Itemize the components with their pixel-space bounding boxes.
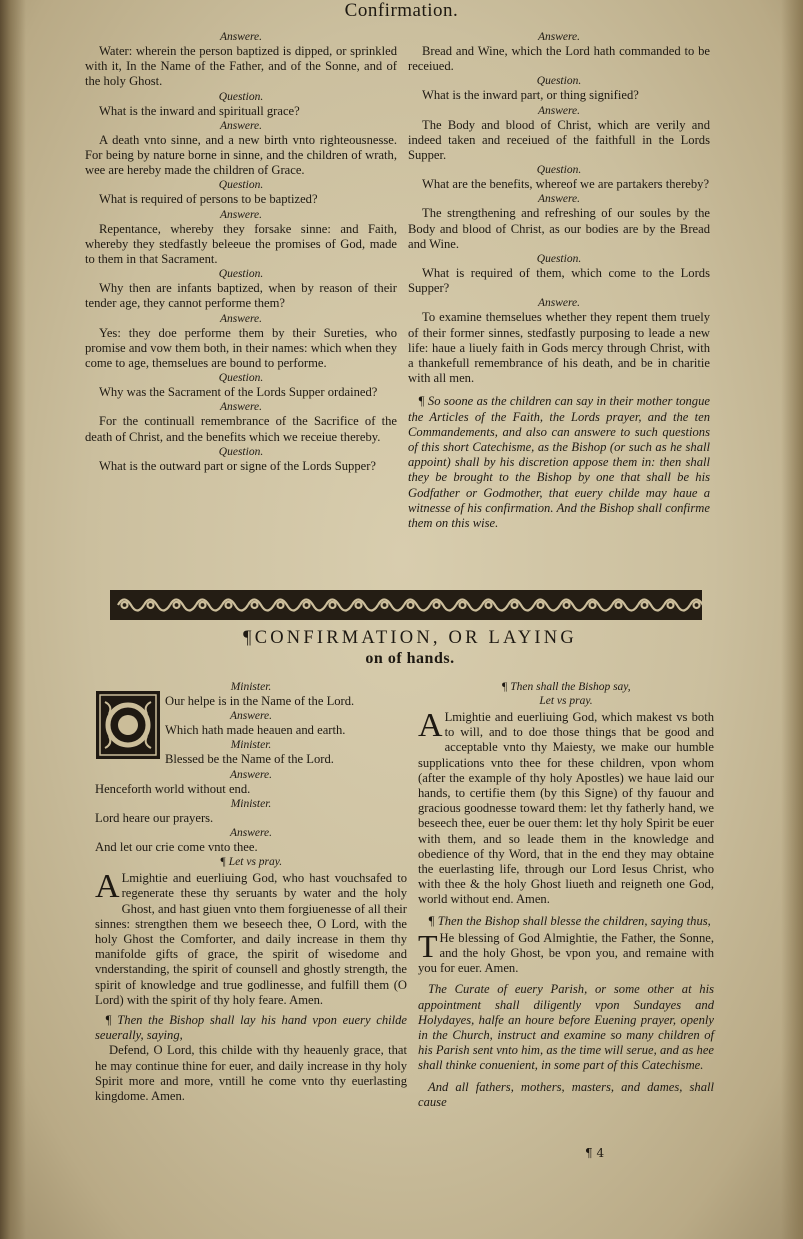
- left-column-confirmation: [95, 680, 407, 1104]
- paragraph-text: What is required of them, which come to the Lords Supper?: [408, 266, 710, 296]
- paragraph-text: Repentance, whereby they forsake sinne: and Faith, whereby they stedfastly beleeue the promises of God, made to them in that Sacrament.: [85, 221, 397, 267]
- paragraph-text: What is the outward part or signe of the Lords Supper?: [99, 458, 376, 473]
- prayer-paragraph: [95, 868, 407, 1008]
- versicle-line: Our helpe is in the Name of the Lord.: [165, 694, 355, 708]
- speaker-label: ¶ Let vs pray.: [219, 856, 283, 869]
- rubric-instruction: ¶ Then the Bishop shall blesse the children, saying thus,: [428, 913, 711, 928]
- speaker-label: Minister.: [230, 739, 272, 752]
- drop-cap-letter: A: [418, 707, 443, 744]
- paragraph-text: Water: wherein the person baptized is dipped, or sprinkled with it, In the Name of the Father, and of the Sonne, and of the holy Ghost.: [85, 44, 397, 89]
- rubric-instruction: ¶ So soone as the children can say in their mother tongue the Articles of the Faith, the Lords prayer, and the ten Commandements, and also can answere to such questions of this short Catechisme, as the Bishop (or such as he shall appoint) shall by his discretion appose them in: then shall they be brought to the Bishop by one that shall be his Godfather or Godmother, that euery childe may haue a witnesse of his confirmation. And the Bishop shall confirme them on this wise.: [408, 394, 710, 531]
- paragraph-text: Why then are infants baptized, when by reason of their tender age, they cannot performe them?: [85, 281, 397, 311]
- prayer-paragraph: [418, 707, 714, 908]
- speaker-label: Answere.: [537, 297, 581, 310]
- speaker-label: Answere.: [229, 710, 273, 723]
- speaker-label: Question.: [218, 90, 264, 103]
- paragraph-text: What is the inward and spirituall grace?: [99, 103, 300, 118]
- paragraph-text: What is the inward part, or thing signified?: [422, 88, 639, 103]
- paragraph-text: Lmightie and euerliuing God, which makest vs both to will, and to doe those things that be good and acceptable vnto thy Maiesty, we make our humble supplications vnto thee for these children, vpon whom (after the example of thy holy Apostles) we haue laid our hands, to certifie them (by this Signe) of thy fauour and gracious goodnesse toward them: let thy fatherly hand, we beseech thee, euer be ouer them: let thy holy Spirit be euer with them, and so leade them in the knowledge and obedience of thy Word, that in the end they may obtaine the euerlasting life, through our Lord Iesus Christ, who with thee & the holy Ghost liueth and reigneth one God, world without end. Amen.: [418, 710, 714, 907]
- speaker-label: Answere.: [229, 827, 273, 840]
- speaker-label: Answere.: [229, 768, 273, 781]
- drop-cap-letter: T: [418, 927, 438, 964]
- speaker-label: Question.: [536, 75, 582, 88]
- page-edge-shadow: [781, 0, 803, 1239]
- speaker-label: Answere.: [219, 401, 263, 414]
- signature-mark: ¶ 4: [585, 1146, 605, 1160]
- paragraph-text: The strengthening and refreshing of our soules by the Body and blood of Christ, as our bodies are by the Bread and Wine.: [408, 206, 710, 251]
- paragraph-text: For the continuall remembrance of the Sacrifice of the death of Christ, and the benefits which we receiue thereby.: [85, 414, 397, 444]
- speaker-label: Question.: [536, 164, 582, 177]
- rubric-instruction: ¶ Then the Bishop shall lay his hand vpon euery childe seuerally, saying,: [95, 1013, 407, 1043]
- versicle-line: Lord heare our prayers.: [95, 810, 214, 825]
- versicle-line: And let our crie come vnto thee.: [95, 840, 258, 855]
- paragraph-text: What is required of persons to be baptized?: [99, 192, 318, 207]
- speaker-label: Answere.: [219, 31, 263, 43]
- section-title: ¶CONFIRMATION, OR LAYING: [243, 628, 577, 648]
- speaker-label: Answere.: [537, 193, 581, 206]
- speaker-label: Answere.: [537, 31, 581, 43]
- paragraph-text: Lmightie and euerliuing God, who hast vouchsafed to regenerate these thy seruants by water and the holy Ghost, and hast giuen vnto them forgiuenesse of all their sinnes: strengthen them we beseech thee, O Lord, with the holy Ghost the Comforter, and daily increase in them thy manifolde gifts of grace, the spirit of wisedome and vnderstanding, the spirit of counsell and ghostly strength, the spirit of knowledge and true godlinesse, and fulfill them (O Lord) with the spirit of thy holy feare. Amen.: [95, 871, 407, 1007]
- speaker-label: Minister.: [230, 797, 272, 810]
- paragraph-text: Bread and Wine, which the Lord hath commanded to be receiued.: [408, 44, 710, 74]
- paragraph-text: Yes: they doe performe them by their Sureties, who promise and vow them both, in their names: which when they come to age, themselues are bound to performe.: [85, 325, 397, 371]
- speaker-label: Question.: [218, 372, 264, 385]
- speaker-label: Answere.: [537, 104, 581, 117]
- left-column-catechism: [85, 30, 397, 474]
- versicle-line: Henceforth world without end.: [95, 781, 251, 796]
- speaker-label: Minister.: [230, 681, 272, 693]
- paragraph-text: Defend, O Lord, this childe with thy heauenly grace, that he may continue thine for euer, and daily increase in thy holy Spirit more and more, vntill he come vnto thy euerlasting kingdome. Amen.: [95, 1043, 407, 1104]
- speaker-label: Question.: [218, 445, 264, 458]
- speaker-label: Question.: [536, 253, 582, 266]
- paragraph-text: He blessing of God Almightie, the Father, the Sonne, and the holy Ghost, be vpon you, and remaine with you for euer. Amen.: [418, 930, 714, 976]
- speaker-label: ¶ Then shall the Bishop say,: [501, 681, 631, 693]
- paragraph-text: A death vnto sinne, and a new birth vnto righteousnesse. For being by nature borne in sinne, and the children of wrath, wee are hereby made the children of Grace.: [85, 132, 397, 178]
- speaker-label: Answere.: [219, 208, 263, 221]
- right-column-catechism: [408, 30, 710, 531]
- speaker-label: Let vs pray.: [539, 695, 593, 707]
- running-header: Confirmation.: [344, 0, 459, 21]
- paragraph-text: To examine themselues whether they repent them truely of their former sinnes, stedfastly purposing to leade a new life: haue a liuely faith in Gods mercy through Christ, with a thankefull remembrance of his death, and be in charitie with all men.: [408, 310, 710, 386]
- right-column-confirmation: [418, 680, 714, 1110]
- speaker-label: Question.: [218, 179, 264, 192]
- drop-cap-letter: A: [95, 868, 120, 906]
- speaker-label: Answere.: [219, 312, 263, 325]
- versicle-line: Which hath made heauen and earth.: [165, 723, 346, 738]
- speaker-label: Question.: [218, 268, 264, 281]
- paragraph-text: What are the benefits, whereof we are partakers thereby?: [422, 177, 710, 192]
- paragraph-text: The Body and blood of Christ, which are verily and indeed taken and receiued of the faithfull in the Lords Supper.: [408, 117, 710, 163]
- versicle-line: Blessed be the Name of the Lord.: [165, 752, 334, 767]
- rubric-instruction: And all fathers, mothers, masters, and dames, shall cause: [418, 1079, 714, 1109]
- page-gutter-shadow: [0, 0, 26, 1239]
- rubric-instruction: The Curate of euery Parish, or some other at his appointment shall diligently vpon Sundayes and Holydayes, halfe an houre before Euening prayer, openly in the Church, instruct and examine so many children of his Parish sent vnto him, as the time will serue, and as hee shall thinke conuenient, in some part of this Catechisme.: [418, 982, 714, 1073]
- speaker-label: Answere.: [219, 119, 263, 132]
- paragraph-text: Why was the Sacrament of the Lords Supper ordained?: [99, 385, 378, 400]
- decorative-ornament-band: [110, 588, 702, 622]
- prayer-paragraph: [418, 927, 714, 977]
- section-subtitle: on of hands.: [365, 650, 455, 667]
